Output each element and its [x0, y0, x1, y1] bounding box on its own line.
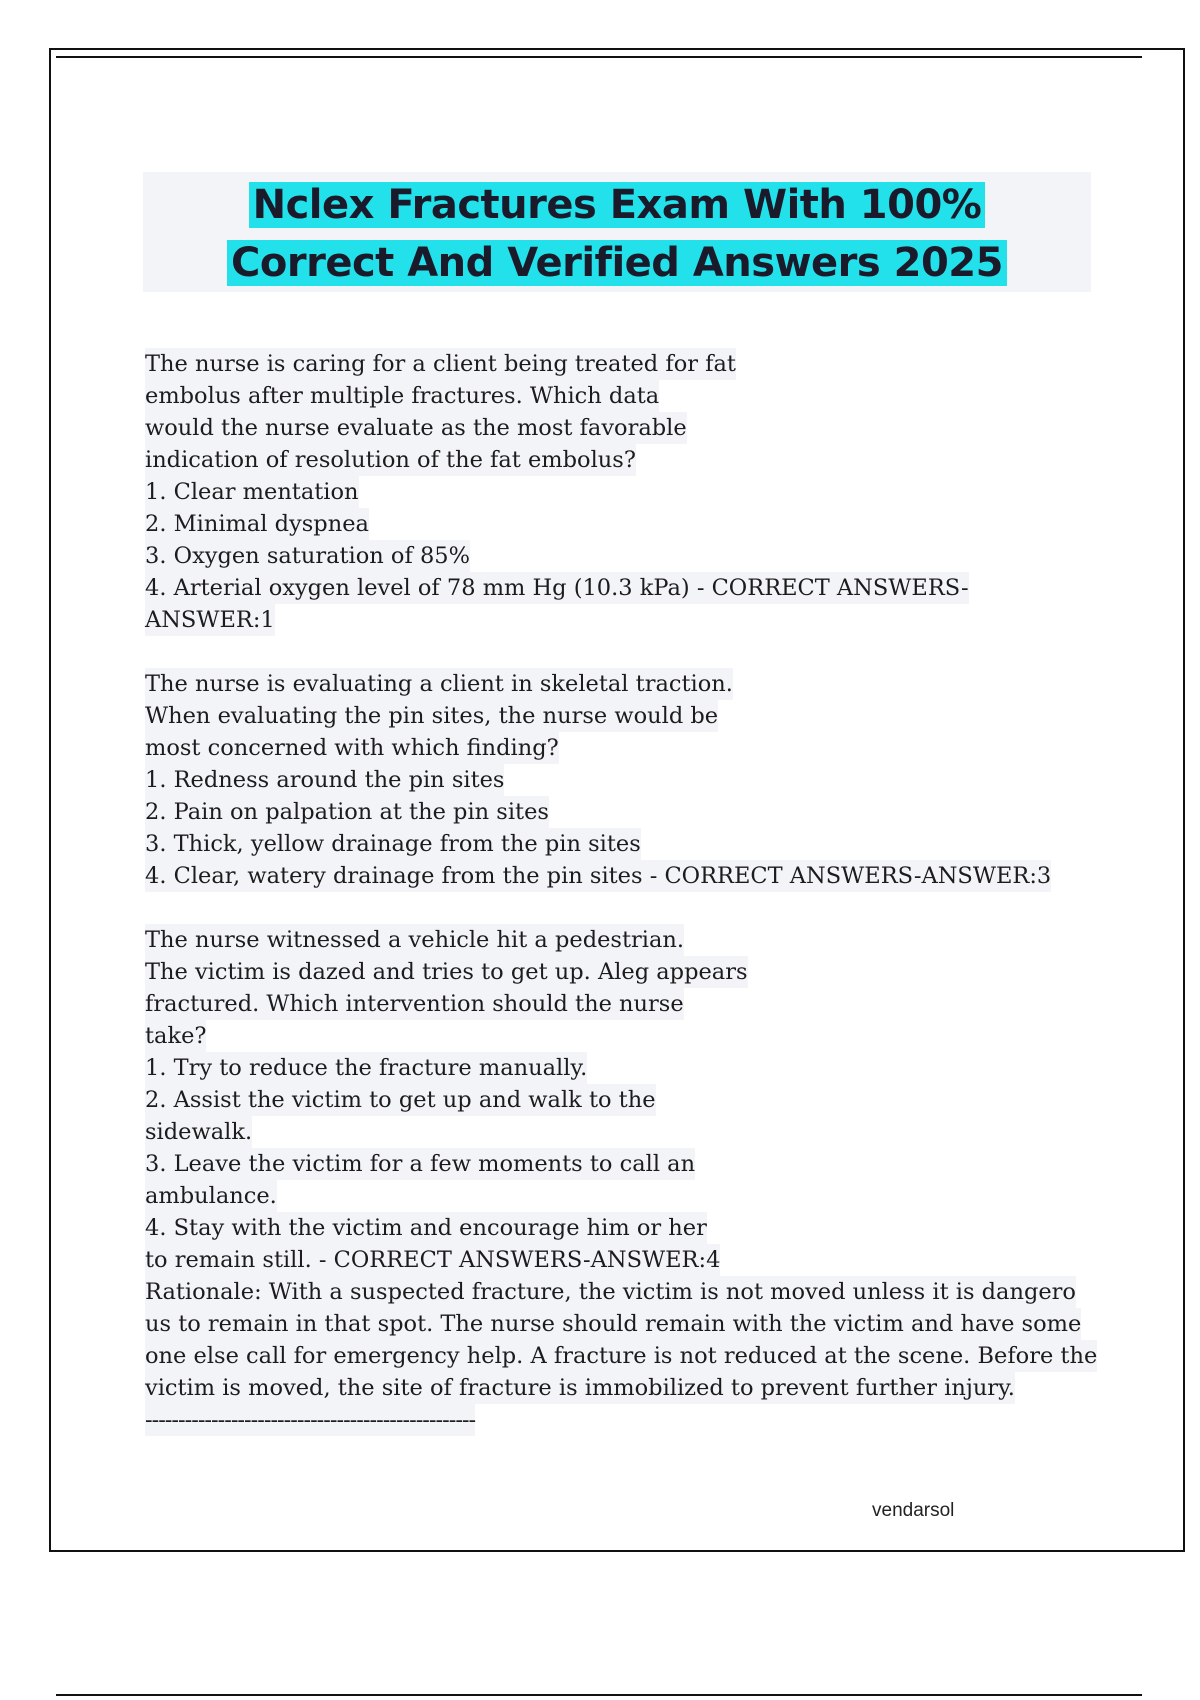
question-1-line: embolus after multiple fractures. Which data — [145, 380, 659, 412]
question-2-line: The nurse is evaluating a client in skeletal traction. — [145, 668, 733, 700]
question-3-line: fractured. Which intervention should the nurse — [145, 988, 684, 1020]
question-3-answer: to remain still. - CORRECT ANSWERS-ANSWER:4 — [145, 1244, 720, 1276]
footer-watermark: vendarsol — [872, 1500, 955, 1521]
rationale-line: us to remain in that spot. The nurse should remain with the victim and have some — [145, 1308, 1081, 1340]
dashed-divider: -------------------------------------------------- — [145, 1404, 475, 1436]
top-rule — [56, 56, 1142, 58]
question-3-line: take? — [145, 1020, 206, 1052]
rationale-line: Rationale: With a suspected fracture, the victim is not moved unless it is dangero — [145, 1276, 1076, 1308]
question-3-rationale — [145, 1276, 1098, 1404]
rationale-line: one else call for emergency help. A fracture is not reduced at the scene. Before the — [145, 1340, 1097, 1372]
question-2-option: 3. Thick, yellow drainage from the pin sites — [145, 828, 641, 860]
question-3 — [145, 924, 1098, 1436]
question-1-line: would the nurse evaluate as the most favorable — [145, 412, 687, 444]
question-2-option: 2. Pain on palpation at the pin sites — [145, 796, 549, 828]
question-1 — [145, 348, 1095, 636]
title-line-2: Correct And Verified Answers 2025 — [227, 240, 1007, 286]
bottom-rule — [56, 1694, 1142, 1696]
question-2-option: 4. Clear, watery drainage from the pin sites - CORRECT ANSWERS-ANSWER:3 — [145, 860, 1051, 892]
question-3-option: 4. Stay with the victim and encourage him or her — [145, 1212, 707, 1244]
question-3-option: 3. Leave the victim for a few moments to call an — [145, 1148, 695, 1180]
question-3-line: The victim is dazed and tries to get up. Aleg appears — [145, 956, 748, 988]
question-2 — [145, 668, 1095, 892]
question-1-answer: ANSWER:1 — [145, 604, 275, 636]
question-3-line: The nurse witnessed a vehicle hit a pedestrian. — [145, 924, 684, 956]
question-1-option: 3. Oxygen saturation of 85% — [145, 540, 470, 572]
question-2-line: most concerned with which finding? — [145, 732, 559, 764]
question-2-line: When evaluating the pin sites, the nurse would be — [145, 700, 718, 732]
question-3-option: sidewalk. — [145, 1116, 252, 1148]
question-3-option: 1. Try to reduce the fracture manually. — [145, 1052, 587, 1084]
question-1-line: The nurse is caring for a client being treated for fat — [145, 348, 736, 380]
question-3-option: 2. Assist the victim to get up and walk to the — [145, 1084, 656, 1116]
rationale-line: victim is moved, the site of fracture is immobilized to prevent further injury. — [145, 1372, 1015, 1404]
spacer — [145, 892, 1095, 924]
question-2-option: 1. Redness around the pin sites — [145, 764, 504, 796]
question-1-option: 1. Clear mentation — [145, 476, 359, 508]
question-3-option: ambulance. — [145, 1180, 277, 1212]
question-1-option: 2. Minimal dyspnea — [145, 508, 369, 540]
spacer — [145, 636, 1095, 668]
title-line-1: Nclex Fractures Exam With 100% — [249, 182, 986, 228]
document-title — [143, 176, 1091, 292]
question-1-option: 4. Arterial oxygen level of 78 mm Hg (10.3 kPa) - CORRECT ANSWERS- — [145, 572, 969, 604]
question-1-line: indication of resolution of the fat embolus? — [145, 444, 636, 476]
document-body — [145, 348, 1098, 1436]
